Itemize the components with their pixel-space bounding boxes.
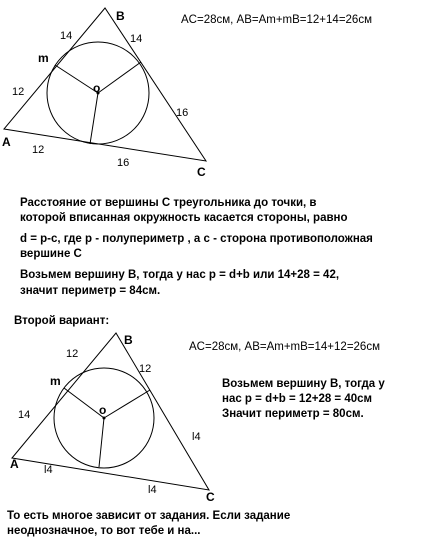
tangent-m-2: m — [50, 374, 61, 388]
segment-label-1-top-right: 14 — [130, 33, 143, 45]
vertex-b-2: B — [124, 333, 133, 347]
radius-1-left — [55, 65, 101, 95]
calc-line-1: Возьмем вершину В, тогда у — [222, 378, 385, 390]
tangent-m-1: m — [38, 51, 49, 65]
vertex-a-2: A — [10, 457, 19, 471]
explanation-line-1: Расстояние от вершины С треугольника до точки, в — [20, 197, 317, 209]
segment-label-1-top-left: 14 — [60, 30, 73, 42]
explanation-line-3: d = p-c, где p - полупериметр , а с - сторона противоположная — [20, 233, 373, 245]
triangle-1 — [4, 8, 206, 161]
center-label-1: o — [93, 81, 101, 95]
segment-label-1-bottom-right: 16 — [117, 157, 130, 169]
segment-label-1-left-lower: 12 — [12, 86, 25, 98]
segment-label-2-right-lower: l4 — [192, 431, 201, 443]
formula-1: AC=28см, AB=Am+mB=12+14=26см — [181, 14, 372, 26]
explanation-line-4: вершине С — [20, 248, 82, 260]
radius-1-right — [98, 62, 141, 93]
segment-label-2-bottom-right: l4 — [148, 484, 157, 496]
vertex-a-1: A — [2, 135, 11, 149]
segment-label-1-bottom-left: 12 — [32, 144, 45, 156]
conclusion-line-2: неоднозначное, то вот тебе и на... — [7, 525, 201, 537]
explanation-line-5: Возьмем вершину В, тогда у нас p = d+b или 14+28 = 42, — [20, 269, 340, 281]
variant-heading: Второй вариант: — [14, 315, 110, 327]
calc-line-2: нас p = d+b = 12+28 = 40см — [222, 393, 373, 405]
radius-2-left — [64, 388, 107, 418]
triangle-2 — [12, 333, 209, 490]
conclusion-line-1: То есть многое зависит от задания. Если задание — [7, 510, 291, 522]
vertex-c-2: C — [206, 490, 215, 504]
radius-2-right — [104, 390, 150, 418]
explanation-line-2: которой вписанная окружность касается стороны, равно — [20, 212, 348, 224]
figure-1 — [2, 8, 206, 179]
vertex-c-1: C — [197, 165, 206, 179]
radius-2-bottom — [99, 418, 104, 467]
segment-label-1-right-lower: 16 — [176, 107, 189, 119]
center-label-2: o — [99, 403, 107, 417]
formula-2: AC=28см, AB=Am+mB=14+12=26см — [189, 341, 380, 353]
radius-1-bottom — [90, 93, 98, 144]
segment-label-2-top-left: 12 — [66, 348, 79, 360]
vertex-b-1: B — [116, 9, 125, 23]
segment-label-2-top-right: 12 — [139, 363, 152, 375]
figure-2 — [10, 333, 215, 504]
explanation-line-6: значит периметр = 84см. — [20, 285, 161, 297]
segment-label-2-left-lower: 14 — [18, 409, 31, 421]
segment-label-2-bottom-left: l4 — [44, 464, 53, 476]
calc-line-3: Значит периметр = 80см. — [222, 408, 364, 420]
